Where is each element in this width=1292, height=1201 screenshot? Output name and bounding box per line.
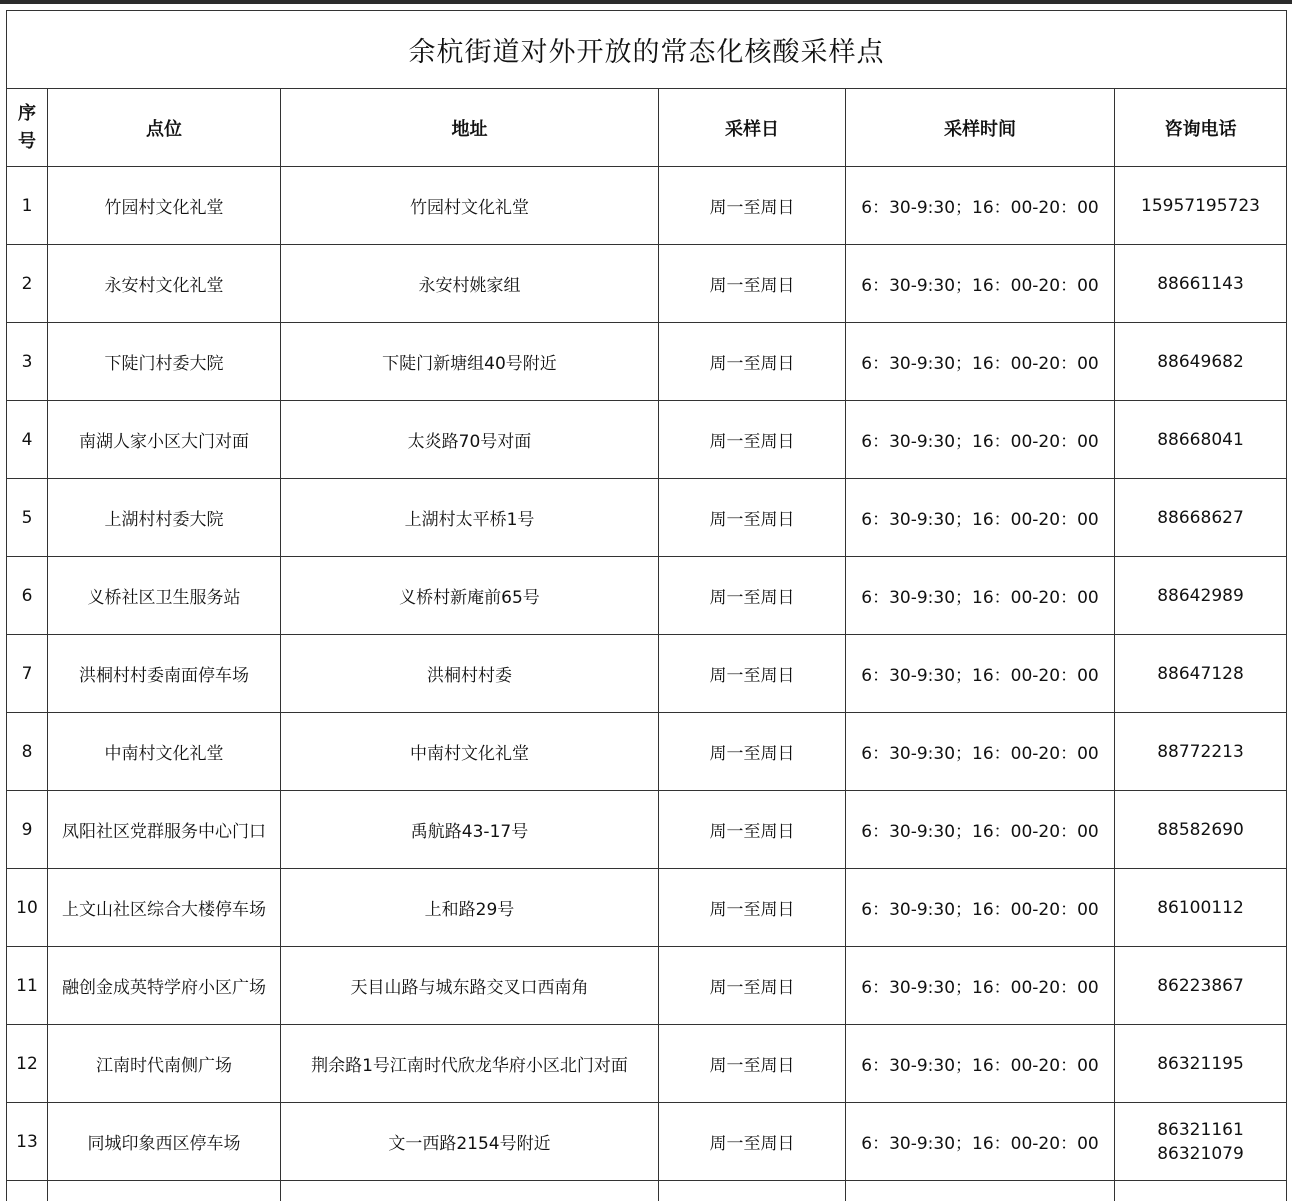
table-title: 余杭街道对外开放的常态化核酸采样点 [7,11,1287,89]
cell-phone [1115,1103,1287,1181]
phone-number: 86223867 [1115,974,1286,998]
cutoff-cell [7,1181,48,1201]
cell-point: 上湖村村委大院 [48,479,281,557]
phone-number: 86100112 [1115,896,1286,920]
cell-address: 永安村姚家组 [281,245,659,323]
cell-address: 禹航路43-17号 [281,791,659,869]
header-address: 地址 [281,89,659,167]
cell-address: 义桥村新庵前65号 [281,557,659,635]
cell-point: 江南时代南侧广场 [48,1025,281,1103]
cutoff-cell [281,1181,659,1201]
cell-phone [1115,1025,1287,1103]
cell-address: 太炎路70号对面 [281,401,659,479]
cell-phone [1115,791,1287,869]
cell-time: 6：30-9:30；16：00-20：00 [846,245,1115,323]
table-row [7,479,1287,557]
cutoff-cell [659,1181,846,1201]
cell-point: 中南村文化礼堂 [48,713,281,791]
cell-time: 6：30-9:30；16：00-20：00 [846,479,1115,557]
header-day: 采样日 [659,89,846,167]
cell-time: 6：30-9:30；16：00-20：00 [846,1103,1115,1181]
cell-point: 融创金成英特学府小区广场 [48,947,281,1025]
phone-number: 86321079 [1115,1142,1286,1166]
cutoff-row [7,1181,1287,1201]
table-row [7,947,1287,1025]
cell-day: 周一至周日 [659,245,846,323]
cell-phone [1115,323,1287,401]
cell-phone [1115,635,1287,713]
cell-time: 6：30-9:30；16：00-20：00 [846,401,1115,479]
cell-time: 6：30-9:30；16：00-20：00 [846,167,1115,245]
cell-phone [1115,713,1287,791]
cell-seq: 11 [7,947,48,1025]
sampling-sites-sheet [6,10,1286,1201]
cell-time: 6：30-9:30；16：00-20：00 [846,557,1115,635]
phone-number: 88668041 [1115,428,1286,452]
cell-seq: 5 [7,479,48,557]
phone-number: 88582690 [1115,818,1286,842]
cell-time: 6：30-9:30；16：00-20：00 [846,869,1115,947]
table-row [7,1025,1287,1103]
cell-day: 周一至周日 [659,635,846,713]
cell-address: 文一西路2154号附近 [281,1103,659,1181]
cell-phone [1115,167,1287,245]
cutoff-cell [48,1181,281,1201]
cell-point: 洪桐村村委南面停车场 [48,635,281,713]
cell-seq: 13 [7,1103,48,1181]
cell-point: 竹园村文化礼堂 [48,167,281,245]
cell-address: 上湖村太平桥1号 [281,479,659,557]
cell-address: 上和路29号 [281,869,659,947]
table-row [7,791,1287,869]
cell-phone [1115,869,1287,947]
cell-day: 周一至周日 [659,1103,846,1181]
header-seq [7,89,48,167]
phone-number: 88649682 [1115,350,1286,374]
cell-seq: 9 [7,791,48,869]
table-row [7,401,1287,479]
cell-point: 永安村文化礼堂 [48,245,281,323]
cell-time: 6：30-9:30；16：00-20：00 [846,1025,1115,1103]
cell-seq: 12 [7,1025,48,1103]
cell-point: 同城印象西区停车场 [48,1103,281,1181]
phone-number: 88772213 [1115,740,1286,764]
table-row [7,635,1287,713]
cell-address: 竹园村文化礼堂 [281,167,659,245]
cell-seq: 1 [7,167,48,245]
header-seq-line1: 序 [7,100,47,128]
table-row [7,167,1287,245]
header-seq-line2: 号 [7,128,47,156]
table-row [7,713,1287,791]
table-body [7,167,1287,1201]
cell-address: 洪桐村村委 [281,635,659,713]
phone-number: 88661143 [1115,272,1286,296]
top-border [0,0,1292,4]
cell-phone [1115,245,1287,323]
cell-day: 周一至周日 [659,323,846,401]
header-row [7,89,1287,167]
header-time: 采样时间 [846,89,1115,167]
cell-seq: 10 [7,869,48,947]
cell-day: 周一至周日 [659,791,846,869]
header-phone: 咨询电话 [1115,89,1287,167]
sampling-sites-table [6,10,1287,1201]
cell-phone [1115,479,1287,557]
cell-seq: 2 [7,245,48,323]
cell-phone [1115,947,1287,1025]
cell-seq: 3 [7,323,48,401]
cell-time: 6：30-9:30；16：00-20：00 [846,947,1115,1025]
cell-day: 周一至周日 [659,1025,846,1103]
cell-address: 中南村文化礼堂 [281,713,659,791]
table-row [7,323,1287,401]
cell-point: 南湖人家小区大门对面 [48,401,281,479]
table-row [7,1103,1287,1181]
cell-day: 周一至周日 [659,869,846,947]
phone-number: 88668627 [1115,506,1286,530]
cell-day: 周一至周日 [659,713,846,791]
phone-number: 88642989 [1115,584,1286,608]
cell-seq: 7 [7,635,48,713]
cell-point: 义桥社区卫生服务站 [48,557,281,635]
cell-seq: 6 [7,557,48,635]
cell-day: 周一至周日 [659,557,846,635]
phone-number: 88647128 [1115,662,1286,686]
cutoff-cell [1115,1181,1287,1201]
cell-day: 周一至周日 [659,479,846,557]
cell-address: 天目山路与城东路交叉口西南角 [281,947,659,1025]
cell-address: 荆余路1号江南时代欣龙华府小区北门对面 [281,1025,659,1103]
cell-point: 凤阳社区党群服务中心门口 [48,791,281,869]
table-row [7,557,1287,635]
phone-number: 86321195 [1115,1052,1286,1076]
cell-day: 周一至周日 [659,401,846,479]
cell-point: 下陡门村委大院 [48,323,281,401]
cell-day: 周一至周日 [659,167,846,245]
cell-address: 下陡门新塘组40号附近 [281,323,659,401]
table-row [7,869,1287,947]
cell-phone [1115,401,1287,479]
cell-time: 6：30-9:30；16：00-20：00 [846,323,1115,401]
title-row [7,11,1287,89]
phone-number: 15957195723 [1115,194,1286,218]
phone-number: 86321161 [1115,1118,1286,1142]
cutoff-cell [846,1181,1115,1201]
cell-seq: 8 [7,713,48,791]
cell-phone [1115,557,1287,635]
table-row [7,245,1287,323]
cell-day: 周一至周日 [659,947,846,1025]
cell-point: 上文山社区综合大楼停车场 [48,869,281,947]
cell-seq: 4 [7,401,48,479]
cell-time: 6：30-9:30；16：00-20：00 [846,713,1115,791]
cell-time: 6：30-9:30；16：00-20：00 [846,791,1115,869]
header-point: 点位 [48,89,281,167]
cell-time: 6：30-9:30；16：00-20：00 [846,635,1115,713]
